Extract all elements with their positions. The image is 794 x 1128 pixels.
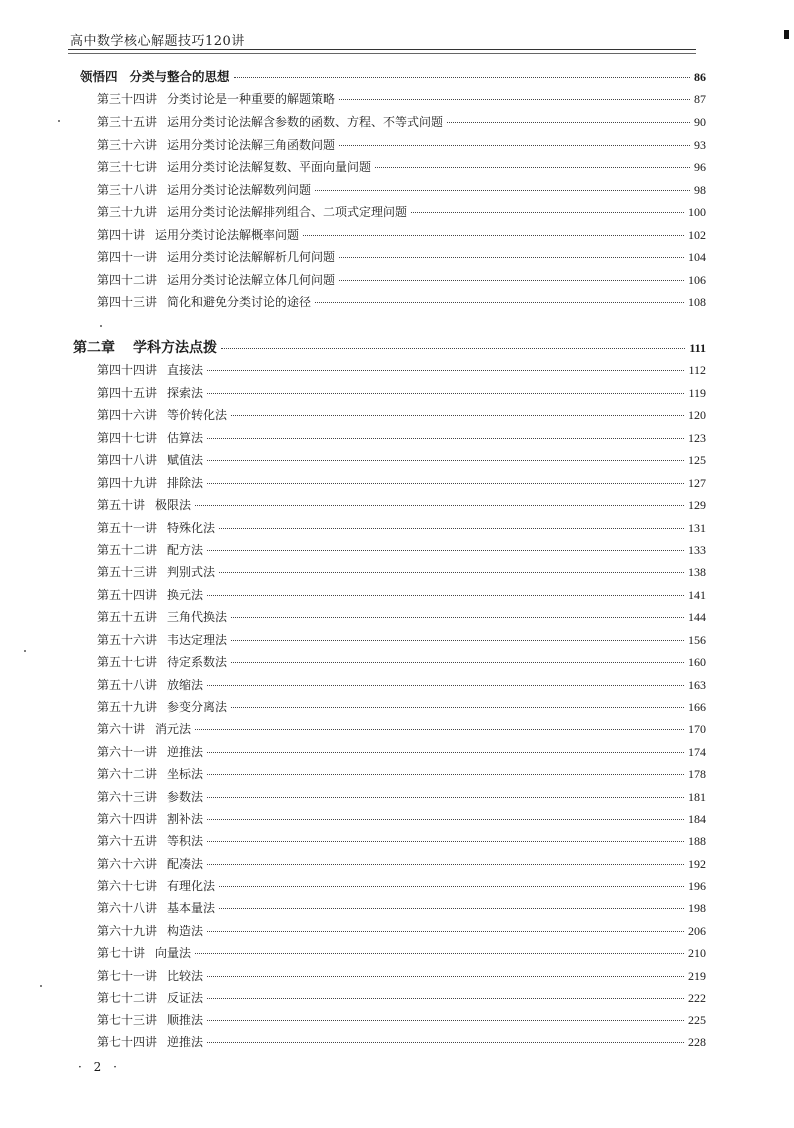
dot-leader [303,235,684,236]
toc-entry-number: 第六十四讲 [97,812,158,826]
toc-entry-lecture [97,385,706,401]
toc-entry-title: 分类与整合的思想 [129,69,230,84]
toc-entry-number: 第四十七讲 [97,431,158,445]
toc-entry-lecture [97,721,706,737]
dot-leader [207,685,684,686]
toc-entry-page: 104 [688,250,706,264]
header-rule-thin [68,53,696,54]
toc-entry-page: 219 [688,969,706,983]
toc-entry-page: 127 [688,476,706,490]
dot-leader [315,302,684,303]
scan-speck [40,985,42,987]
dot-leader [339,257,684,258]
toc-entry-title: 简化和避免分类讨论的途径 [167,295,312,309]
toc-entry-lecture [97,968,706,984]
toc-entry-page: 98 [694,183,706,197]
toc-entry-page: 93 [694,138,706,152]
toc-entry-title: 等积法 [167,834,204,848]
toc-entry-number: 第四十六讲 [97,408,158,422]
toc-entry-lecture [97,520,706,536]
toc-entry-page: 170 [688,722,706,736]
toc-entry-title: 配方法 [167,543,204,557]
toc-entry-number: 第六十六讲 [97,857,158,871]
toc-entry-lecture [97,475,706,491]
dot-leader [234,77,690,78]
toc-entry-number: 第六十一讲 [97,745,158,759]
dot-leader [207,550,684,551]
dot-leader [221,348,685,349]
toc-entry-page: 111 [689,341,706,355]
dot-leader [219,886,684,887]
toc-entry-lecture [97,945,706,961]
toc-entry-title: 运用分类讨论法解三角函数问题 [167,138,336,152]
toc-entry-title: 配凑法 [167,857,204,871]
toc-entry-number: 第七十讲 [97,946,146,960]
toc-entry-number: 第六十七讲 [97,879,158,893]
toc-entry-page: 166 [688,700,706,714]
toc-entry-page: 112 [688,363,706,377]
toc-entry-title: 等价转化法 [167,408,228,422]
toc-entry-lecture [97,159,706,175]
dot-leader [219,528,684,529]
dot-leader [231,640,684,641]
toc-entry-number: 第二章 [73,340,115,356]
toc-entry-title: 待定系数法 [167,655,228,669]
toc-entry-title: 基本量法 [167,901,216,915]
toc-entry-title: 运用分类讨论法解立体几何问题 [167,273,336,287]
toc-entry-lecture [97,362,706,378]
toc-entry-lecture [97,182,706,198]
toc-entry-number: 第五十三讲 [97,565,158,579]
dot-leader [207,393,684,394]
toc-entry-title: 运用分类讨论法解概率问题 [155,228,300,242]
toc-entry-lecture [97,677,706,693]
toc-entry-title: 消元法 [155,722,192,736]
toc-entry-page: 106 [688,273,706,287]
toc-entry-title: 运用分类讨论法解复数、平面向量问题 [167,160,372,174]
toc-entry-page: 129 [688,498,706,512]
toc-entry-number: 第四十九讲 [97,476,158,490]
dot-leader [375,167,690,168]
toc-entry-lecture [97,654,706,670]
toc-entry-page: 198 [688,901,706,915]
toc-entry-number: 第五十八讲 [97,678,158,692]
toc-entry-lecture [97,811,706,827]
page-number: · 2 · [78,1060,121,1074]
toc-entry-number: 第三十七讲 [97,160,158,174]
dot-leader [207,998,684,999]
toc-entry-number: 第六十二讲 [97,767,158,781]
dot-leader [207,976,684,977]
toc-entry-number: 第五十七讲 [97,655,158,669]
dot-leader [207,864,684,865]
toc-entry-page: 222 [688,991,706,1005]
toc-entry-number: 第五十一讲 [97,521,158,535]
toc-entry-page: 125 [688,453,706,467]
toc-entry-lecture [97,990,706,1006]
toc-entry-number: 第四十讲 [97,228,146,242]
toc-entry-lecture [97,744,706,760]
dot-leader [207,438,684,439]
toc-entry-page: 156 [688,633,706,647]
toc-entry-number: 第六十九讲 [97,924,158,938]
toc-entry-lecture [97,272,706,288]
toc-entry-number: 第三十八讲 [97,183,158,197]
toc-entry-page: 144 [688,610,706,624]
toc-entry-lecture [97,699,706,715]
dot-leader [195,729,684,730]
toc-entry-number: 第四十三讲 [97,295,158,309]
dot-leader [195,953,684,954]
toc-entry-lecture [97,766,706,782]
dot-leader [411,212,684,213]
toc-entry-title: 极限法 [155,498,192,512]
toc-entry-page: 123 [688,431,706,445]
toc-entry-lecture [97,249,706,265]
toc-entry-lecture [97,227,706,243]
toc-entry-page: 178 [688,767,706,781]
dot-leader [207,1042,684,1043]
toc-entry-title: 逆推法 [167,1035,204,1049]
toc-entry-page: 181 [688,790,706,804]
dot-leader [207,797,684,798]
toc-entry-chapter [73,340,706,356]
toc-entry-title: 有理化法 [167,879,216,893]
toc-entry-page: 206 [688,924,706,938]
toc-entry-page: 174 [688,745,706,759]
toc-entry-page: 96 [694,160,706,174]
toc-entry-number: 第六十五讲 [97,834,158,848]
toc-entry-number: 第三十五讲 [97,115,158,129]
dot-leader [231,617,684,618]
toc-entry-page: 228 [688,1035,706,1049]
toc-entry-title: 运用分类讨论法解含参数的函数、方程、不等式问题 [167,115,444,129]
toc-entry-page: 100 [688,205,706,219]
toc-entry-title: 排除法 [167,476,204,490]
dot-leader [195,505,684,506]
toc-entry-number: 第四十八讲 [97,453,158,467]
toc-entry-lecture [97,91,706,107]
dot-leader [207,370,684,371]
dot-leader [207,774,684,775]
toc-entry-lecture [97,452,706,468]
toc-entry-lecture [97,900,706,916]
toc-entry-lecture [97,878,706,894]
toc-entry-page: 192 [688,857,706,871]
toc-entry-page: 102 [688,228,706,242]
toc-entry-lecture [97,407,706,423]
dot-leader [339,280,684,281]
toc-entry-page: 138 [688,565,706,579]
dot-leader [207,483,684,484]
toc-entry-number: 领悟四 [80,69,118,84]
toc-entry-number: 第五十四讲 [97,588,158,602]
toc-entry-number: 第五十五讲 [97,610,158,624]
toc-entry-number: 第七十三讲 [97,1013,158,1027]
toc-entry-title: 割补法 [167,812,204,826]
toc-entry-lecture [97,923,706,939]
toc-entry-lecture [97,833,706,849]
toc-entry-title: 赋值法 [167,453,204,467]
toc-entry-title: 反证法 [167,991,204,1005]
toc-entry-number: 第三十九讲 [97,205,158,219]
toc-entry-number: 第五十九讲 [97,700,158,714]
toc-entry-title: 运用分类讨论法解解析几何问题 [167,250,336,264]
toc-entry-title: 参变分离法 [167,700,228,714]
toc-entry-title: 特殊化法 [167,521,216,535]
toc-entry-title: 比较法 [167,969,204,983]
scan-speck [100,325,102,327]
toc-entry-title: 换元法 [167,588,204,602]
dot-leader [447,122,690,123]
toc-entry-title: 运用分类讨论法解数列问题 [167,183,312,197]
toc-entry-number: 第六十讲 [97,722,146,736]
toc-entry-lecture [97,564,706,580]
toc-entry-page: 90 [694,115,706,129]
scan-speck [58,120,60,122]
toc-entry-number: 第五十二讲 [97,543,158,557]
toc-entry-number: 第五十六讲 [97,633,158,647]
toc-entry-part [80,69,706,85]
toc-entry-lecture [97,430,706,446]
toc-entry-title: 三角代换法 [167,610,228,624]
toc-entry-lecture [97,587,706,603]
toc-entry-lecture [97,497,706,513]
toc-entry-number: 第四十一讲 [97,250,158,264]
toc-entry-title: 韦达定理法 [167,633,228,647]
corner-mark [784,30,789,39]
toc-entry-title: 直接法 [167,363,204,377]
toc-entry-number: 第五十讲 [97,498,146,512]
toc-entry-title: 坐标法 [167,767,204,781]
toc-entry-number: 第七十一讲 [97,969,158,983]
toc-entry-lecture [97,856,706,872]
toc-entry-title: 估算法 [167,431,204,445]
toc-entry-page: 86 [694,70,706,84]
toc-entry-number: 第四十四讲 [97,363,158,377]
toc-entry-page: 188 [688,834,706,848]
toc-entry-title: 向量法 [155,946,192,960]
toc-entry-page: 210 [688,946,706,960]
toc-entry-page: 119 [688,386,706,400]
toc-entry-page: 184 [688,812,706,826]
dot-leader [207,931,684,932]
toc-entry-lecture [97,1012,706,1028]
toc-entry-lecture [97,609,706,625]
toc-entry-page: 87 [694,92,706,106]
toc-entry-title: 学科方法点拨 [133,340,217,356]
toc-entry-lecture [97,542,706,558]
toc-entry-number: 第四十二讲 [97,273,158,287]
toc-entry-number: 第三十六讲 [97,138,158,152]
dot-leader [231,415,684,416]
header-rule [68,49,696,50]
toc-entry-title: 运用分类讨论法解排列组合、二项式定理问题 [167,205,408,219]
scan-speck [24,650,26,652]
toc-entry-page: 196 [688,879,706,893]
toc-entry-lecture [97,789,706,805]
toc-entry-title: 顺推法 [167,1013,204,1027]
dot-leader [207,460,684,461]
dot-leader [219,572,684,573]
toc-entry-title: 放缩法 [167,678,204,692]
toc-entry-lecture [97,1034,706,1050]
dot-leader [207,595,684,596]
toc-entry-title: 参数法 [167,790,204,804]
dot-leader [219,908,684,909]
toc-entry-lecture [97,294,706,310]
toc-entry-number: 第七十二讲 [97,991,158,1005]
toc-entry-page: 141 [688,588,706,602]
toc-entry-page: 131 [688,521,706,535]
toc-entry-title: 探索法 [167,386,204,400]
toc-entry-title: 分类讨论是一种重要的解题策略 [167,92,336,106]
toc-entry-page: 120 [688,408,706,422]
toc-entry-lecture [97,137,706,153]
toc-entry-title: 构造法 [167,924,204,938]
toc-entry-title: 逆推法 [167,745,204,759]
dot-leader [231,662,684,663]
dot-leader [339,99,690,100]
toc-entry-number: 第六十八讲 [97,901,158,915]
dot-leader [207,1020,684,1021]
toc-entry-number: 第四十五讲 [97,386,158,400]
dot-leader [207,841,684,842]
toc-entry-lecture [97,632,706,648]
toc-entry-number: 第七十四讲 [97,1035,158,1049]
toc-entry-lecture [97,204,706,220]
dot-leader [339,145,690,146]
running-head: 高中数学核心解题技巧120讲 [70,34,245,49]
toc-entry-page: 160 [688,655,706,669]
toc-entry-page: 163 [688,678,706,692]
toc-entry-page: 108 [688,295,706,309]
toc-entry-page: 225 [688,1013,706,1027]
dot-leader [207,752,684,753]
dot-leader [315,190,690,191]
toc-entry-lecture [97,114,706,130]
toc-entry-page: 133 [688,543,706,557]
toc-entry-number: 第三十四讲 [97,92,158,106]
dot-leader [207,819,684,820]
dot-leader [231,707,684,708]
toc-entry-title: 判别式法 [167,565,216,579]
toc-entry-number: 第六十三讲 [97,790,158,804]
